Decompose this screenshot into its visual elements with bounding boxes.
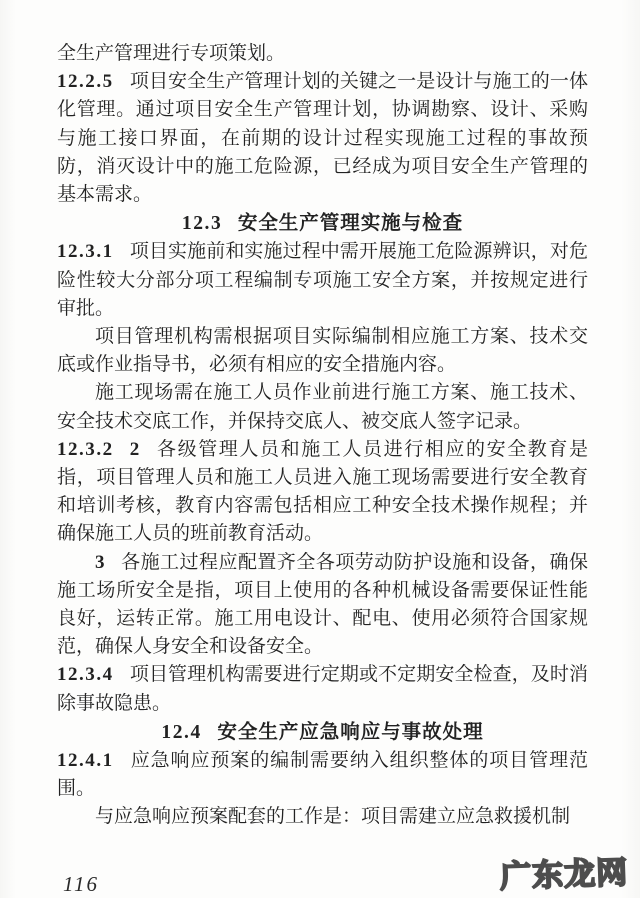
- clause-number: 12.2.5: [57, 71, 114, 93]
- section-title: 安全生产管理实施与检查: [237, 212, 464, 235]
- clause-text: 各级管理人员和施工人员进行相应的安全教育是指，项目管理人员和施工人员进入施工现场需要进行安全教育和培训考核，教育内容需包括相应工种安全技术操作规程；并确保施工人员的班前教育活动。: [57, 438, 588, 545]
- paragraph-continuation: 全生产管理进行专项策划。: [57, 43, 286, 64]
- clause-12-2-5: [57, 68, 588, 209]
- clause-text: 项目实施前和实施过程中需开展施工危险源辨识，对危险性较大分部分项工程编制专项施工安全方案，并按规定进行审批。: [57, 241, 588, 319]
- clause-number: 12.4.1: [57, 750, 114, 772]
- item-3: [57, 549, 588, 662]
- section-number: 12.4: [161, 721, 202, 743]
- clause-text: 应急响应预案的编制需要纳入组织整体的项目管理范围。: [57, 750, 588, 800]
- clause-number: 12.3.4: [57, 664, 114, 686]
- watermark-text: 广东龙网: [499, 854, 629, 896]
- clause-12-4-1: [57, 747, 588, 803]
- clause-text: 项目管理机构需要进行定期或不定期安全检查，及时消除事故隐患。: [57, 664, 588, 714]
- clause-12-3-1: [57, 238, 588, 323]
- item-text: 各施工过程应配置齐全各项劳动防护设施和设备，确保施工场所安全是指，项目上使用的各种机械设备需要保证性能良好，运转正常。施工用电设计、配电、使用必须符合国家规范，确保人身安全和设备安全。: [57, 551, 588, 658]
- paragraph-management-org: 项目管理机构需根据项目实际编制相应施工方案、技术交底或作业指导书，必须有相应的安全措施内容。: [57, 326, 588, 376]
- section-number: 12.3: [181, 213, 223, 235]
- clause-number: 12.3.2: [57, 438, 114, 460]
- clause-12-3-2: [57, 436, 588, 549]
- item-number: 3: [95, 551, 105, 573]
- paragraph-emergency-support: 与应急响应预案配套的工作是：项目需建立应急救援机制: [95, 806, 571, 828]
- clause-12-3-4: [57, 661, 588, 717]
- section-heading-12-4: [57, 718, 588, 747]
- item-number: 2: [129, 438, 140, 460]
- clause-text: 项目安全生产管理计划的关键之一是设计与施工的一体化管理。通过项目安全生产管理计划，协调勘察、设计、采购与施工接口界面，在前期的设计过程实现施工过程的事故预防，消灭设计中的施工危险源，已经成为项目安全生产管理的基本需求。: [57, 71, 588, 206]
- page-number: 116: [63, 872, 99, 896]
- section-title: 安全生产应急响应与事故处理: [217, 720, 484, 743]
- text-block: [57, 40, 588, 832]
- clause-number: 12.3.1: [57, 241, 114, 263]
- paragraph-construction-site: 施工现场需在施工人员作业前进行施工方案、施工技术、安全技术交底工作，并保持交底人、被交底人签字记录。: [57, 382, 588, 432]
- section-heading-12-3: [57, 209, 588, 238]
